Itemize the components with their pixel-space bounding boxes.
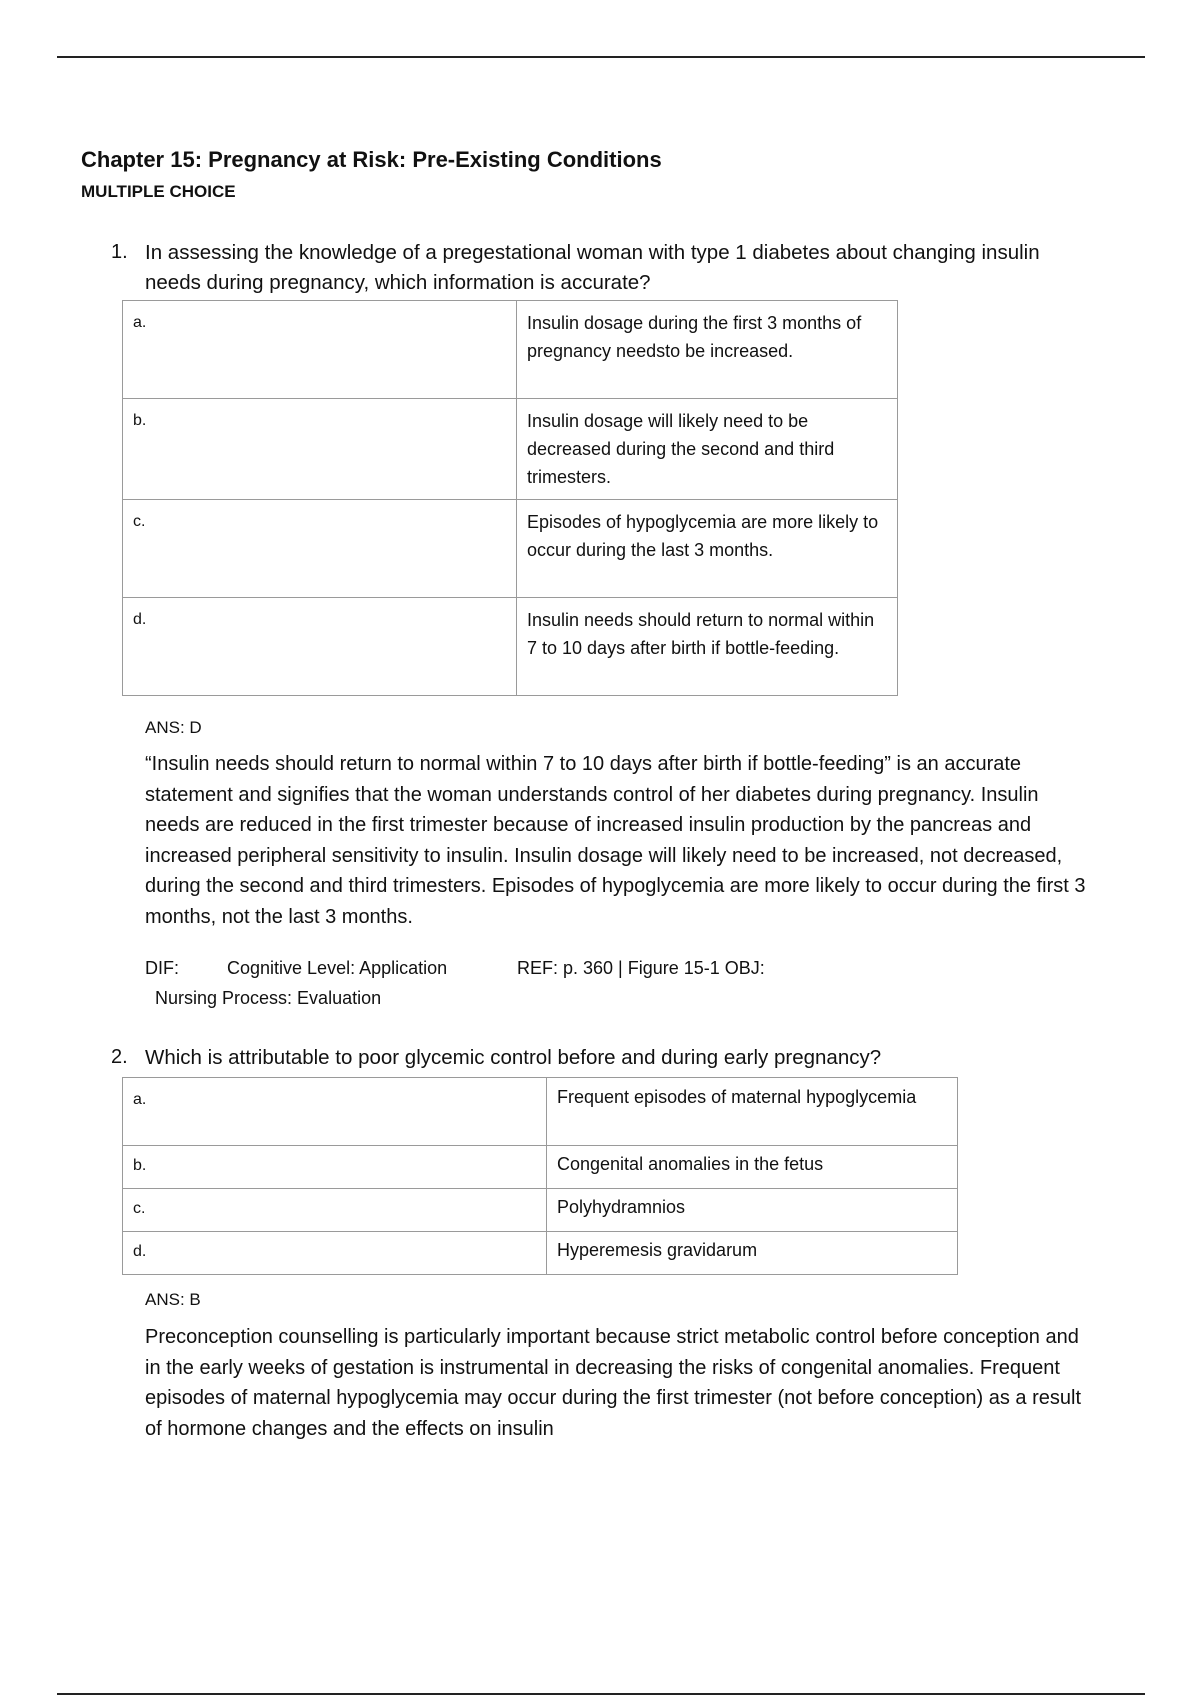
option-text: Congenital anomalies in the fetus [547, 1146, 958, 1189]
option-letter: d. [123, 598, 517, 696]
question-1-options-table [122, 300, 898, 696]
bottom-rule [57, 1693, 1145, 1695]
section-heading: MULTIPLE CHOICE [81, 182, 236, 201]
top-rule [57, 56, 1145, 58]
question-1-text: In assessing the knowledge of a pregestational woman with type 1 diabetes about changing insulin needs during pregnancy, which information is accurate? [145, 241, 1040, 294]
option-text: Polyhydramnios [547, 1189, 958, 1232]
question-1-option-c[interactable] [123, 500, 898, 598]
question-2-option-a[interactable] [123, 1078, 958, 1146]
option-text: Insulin needs should return to normal within 7 to 10 days after birth if bottle-feeding. [517, 598, 898, 696]
question-2-option-d[interactable] [123, 1232, 958, 1275]
option-letter: a. [123, 301, 517, 399]
option-text: Frequent episodes of maternal hypoglycemia [547, 1078, 958, 1146]
question-2-number: 2. [111, 1046, 128, 1068]
question-1-nursing-process: Nursing Process: Evaluation [155, 988, 382, 1008]
question-1-dif: DIF: [145, 958, 179, 978]
option-letter: a. [123, 1078, 547, 1146]
option-letter: b. [123, 1146, 547, 1189]
question-1-option-b[interactable] [123, 399, 898, 500]
question-2-option-b[interactable] [123, 1146, 958, 1189]
option-text: Insulin dosage will likely need to be decreased during the second and third trimesters. [517, 399, 898, 500]
question-1-cognitive-level: Cognitive Level: Application [227, 958, 448, 978]
question-2-option-c[interactable] [123, 1189, 958, 1232]
chapter-title: Chapter 15: Pregnancy at Risk: Pre-Existing Conditions [81, 147, 662, 172]
option-text: Hyperemesis gravidarum [547, 1232, 958, 1275]
question-1-answer: ANS: D [145, 718, 202, 737]
question-2-answer: ANS: B [145, 1290, 201, 1309]
option-letter: c. [123, 500, 517, 598]
option-letter: d. [123, 1232, 547, 1275]
question-1-rationale: “Insulin needs should return to normal within 7 to 10 days after birth if bottle-feeding” is an accurate statement and signifies that the woman understands control of her diabetes during pregnancy. Insulin needs are reduced in the first trimester because of increased insulin production by the pancreas and increased peripheral sensitivity to insulin. Insulin dosage will likely need to be increased, not decreased, during the second and third trimesters. Episodes of hypoglycemia are more likely to occur during the first 3 months, not the last 3 months. [145, 753, 1086, 928]
question-1-reference: REF: p. 360 | Figure 15-1 OBJ: [517, 958, 765, 978]
option-text: Episodes of hypoglycemia are more likely to occur during the last 3 months. [517, 500, 898, 598]
question-1-option-a[interactable] [123, 301, 898, 399]
question-2-options-table [122, 1077, 958, 1275]
option-text: Insulin dosage during the first 3 months of pregnancy needsto be increased. [517, 301, 898, 399]
question-2-text: Which is attributable to poor glycemic control before and during early pregnancy? [145, 1046, 882, 1069]
option-letter: b. [123, 399, 517, 500]
question-2-rationale: Preconception counselling is particularly important because strict metabolic control before conception and in the early weeks of gestation is instrumental in decreasing the risks of congenital anomalies. Frequent episodes of maternal hypoglycemia may occur during the first trimester (not before conception) as a result of hormone changes and the effects on insulin [145, 1326, 1081, 1440]
question-1-option-d[interactable] [123, 598, 898, 696]
option-letter: c. [123, 1189, 547, 1232]
question-1-number: 1. [111, 241, 128, 263]
